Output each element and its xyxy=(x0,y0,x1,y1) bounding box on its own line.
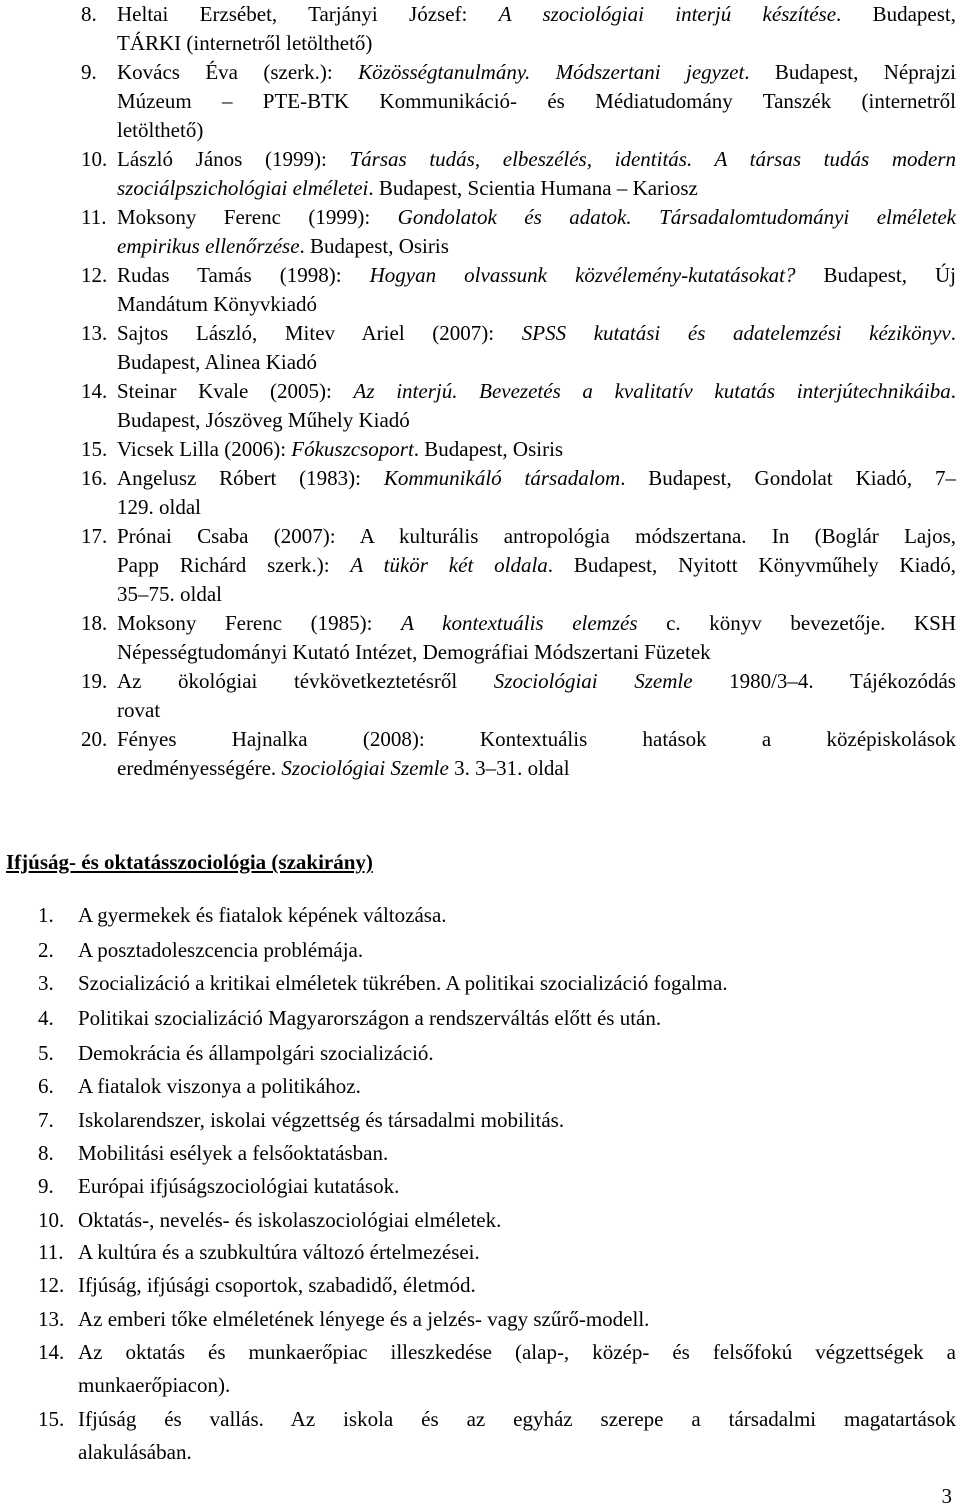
reference-number: 20. xyxy=(81,727,108,751)
topic-text xyxy=(78,1270,956,1303)
reference-line: Prónai Csaba (2007): A kulturális antropológia módszertana. In (Boglár Lajos, xyxy=(117,524,956,548)
italic-title: Hogyan olvassunk közvélemény-kutatásokat? xyxy=(369,263,796,287)
italic-title: Társas tudás, elbeszélés, identitás. A társas tudás modern xyxy=(349,147,956,171)
topic-line: A kultúra és a szubkultúra változó értelmezései. xyxy=(78,1240,480,1264)
reference-line: Angelusz Róbert (1983): Kommunikáló társadalom. Budapest, Gondolat Kiadó, 7– xyxy=(117,466,956,490)
reference-line: Népességtudományi Kutató Intézet, Demográfiai Módszertani Füzetek xyxy=(117,640,711,664)
topic-number: 1. xyxy=(38,903,54,927)
reference-text xyxy=(117,58,956,145)
reference-text xyxy=(117,464,956,522)
reference-line: szociálpszichológiai elméletei. Budapest, Scientia Humana – Kariosz xyxy=(117,176,698,200)
reference-text xyxy=(117,377,956,435)
reference-line: TÁRKI (internetről letölthető) xyxy=(117,31,373,55)
reference-line: Heltai Erzsébet, Tarjányi József: A szociológiai interjú készítése. Budapest, xyxy=(117,2,956,26)
topic-number: 13. xyxy=(38,1307,65,1331)
topic-text xyxy=(78,1105,956,1138)
reference-number: 9. xyxy=(81,60,97,84)
topic-text xyxy=(78,1304,956,1337)
italic-title: Fókuszcsoport xyxy=(291,437,414,461)
topic-line: Ifjúság és vallás. Az iskola és az egyház szerepe a társadalmi magatartások xyxy=(78,1407,956,1431)
topic-line: A fiatalok viszonya a politikához. xyxy=(78,1074,361,1098)
italic-title: A tükör két oldala xyxy=(350,553,548,577)
topic-line: alakulásában. xyxy=(78,1440,192,1464)
topic-number: 11. xyxy=(38,1240,64,1264)
topic-text xyxy=(78,1337,956,1403)
topic-number: 10. xyxy=(38,1208,65,1232)
reference-text xyxy=(117,0,956,58)
topic-line: Mobilitási esélyek a felsőoktatásban. xyxy=(78,1141,389,1165)
topic-text xyxy=(78,900,956,933)
topic-text xyxy=(78,1071,956,1104)
reference-number: 14. xyxy=(81,379,108,403)
topic-number: 6. xyxy=(38,1074,54,1098)
italic-title: Kommunikáló társadalom xyxy=(383,466,621,490)
topic-number: 2. xyxy=(38,938,54,962)
reference-number: 18. xyxy=(81,611,108,635)
topic-text xyxy=(78,1138,956,1171)
italic-title: Gondolatok és adatok. Társadalomtudományi elméletek xyxy=(397,205,956,229)
italic-title: Közösségtanulmány. Módszertani jegyzet xyxy=(358,60,745,84)
reference-text xyxy=(117,609,956,667)
topic-line: Szocializáció a kritikai elméletek tükrében. A politikai szocializáció fogalma. xyxy=(78,971,728,995)
topic-text xyxy=(78,1205,956,1238)
section-heading: Ifjúság- és oktatásszociológia (szakirány) xyxy=(6,850,373,874)
reference-number: 15. xyxy=(81,437,108,461)
topic-line: Európai ifjúságszociológiai kutatások. xyxy=(78,1174,400,1198)
reference-line: Budapest, Jószöveg Műhely Kiadó xyxy=(117,408,410,432)
reference-line: Mandátum Könyvkiadó xyxy=(117,292,318,316)
italic-title: Az interjú. Bevezetés a kvalitatív kutatás interjútechnikáiba xyxy=(353,379,951,403)
topic-text xyxy=(78,1038,956,1071)
reference-line: rovat xyxy=(117,698,161,722)
reference-line: 129. oldal xyxy=(117,495,201,519)
reference-number: 16. xyxy=(81,466,108,490)
topic-number: 3. xyxy=(38,971,54,995)
reference-line: Fényes Hajnalka (2008): Kontextuális hatások a középiskolások xyxy=(117,727,956,751)
reference-number: 11. xyxy=(81,205,107,229)
reference-number: 17. xyxy=(81,524,108,548)
topic-line: A posztadoleszcencia problémája. xyxy=(78,938,364,962)
topic-number: 5. xyxy=(38,1041,54,1065)
reference-line: Budapest, Alinea Kiadó xyxy=(117,350,318,374)
topic-line: munkaerőpiacon). xyxy=(78,1373,231,1397)
reference-number: 12. xyxy=(81,263,108,287)
topic-line: Oktatás-, nevelés- és iskolaszociológiai elméletek. xyxy=(78,1208,502,1232)
reference-line: Steinar Kvale (2005): Az interjú. Bevezetés a kvalitatív kutatás interjútechnikáiba. xyxy=(117,379,956,403)
reference-line: letölthető) xyxy=(117,118,204,142)
topic-line: Ifjúság, ifjúsági csoportok, szabadidő, életmód. xyxy=(78,1273,476,1297)
italic-title: A szociológiai interjú készítése xyxy=(498,2,837,26)
topic-number: 7. xyxy=(38,1108,54,1132)
reference-text xyxy=(117,435,956,464)
reference-line: Moksony Ferenc (1985): A kontextuális elemzés c. könyv bevezetője. KSH xyxy=(117,611,956,635)
reference-text xyxy=(117,522,956,609)
reference-text xyxy=(117,261,956,319)
reference-line: Moksony Ferenc (1999): Gondolatok és adatok. Társadalomtudományi elméletek xyxy=(117,205,956,229)
topic-line: Demokrácia és állampolgári szocializáció. xyxy=(78,1041,434,1065)
italic-title: Szociológiai Szemle xyxy=(281,756,449,780)
topic-number: 15. xyxy=(38,1407,65,1431)
topic-text xyxy=(78,1237,956,1270)
reference-line: empirikus ellenőrzése. Budapest, Osiris xyxy=(117,234,449,258)
topic-line: Az emberi tőke elméletének lényege és a jelzés- vagy szűrő-modell. xyxy=(78,1307,650,1331)
reference-text xyxy=(117,725,956,783)
reference-line: Rudas Tamás (1998): Hogyan olvassunk közvélemény-kutatásokat? Budapest, Új xyxy=(117,263,957,287)
topic-line: Politikai szocializáció Magyarországon a rendszerváltás előtt és után. xyxy=(78,1006,662,1030)
topic-number: 4. xyxy=(38,1006,54,1030)
topic-text xyxy=(78,1171,956,1204)
italic-title: szociálpszichológiai elméletei xyxy=(117,176,369,200)
reference-text xyxy=(117,203,956,261)
topic-text xyxy=(78,968,956,1001)
reference-line: eredményességére. Szociológiai Szemle 3. 3–31. oldal xyxy=(117,756,570,780)
reference-line: 35–75. oldal xyxy=(117,582,222,606)
topic-line: Iskolarendszer, iskolai végzettség és társadalmi mobilitás. xyxy=(78,1108,565,1132)
reference-line: Sajtos László, Mitev Ariel (2007): SPSS kutatási és adatelemzési kézikönyv. xyxy=(117,321,956,345)
reference-number: 13. xyxy=(81,321,108,345)
topic-text xyxy=(78,1003,956,1036)
topic-text xyxy=(78,1404,956,1470)
reference-line: Vicsek Lilla (2006): Fókuszcsoport. Budapest, Osiris xyxy=(117,437,564,461)
reference-line: László János (1999): Társas tudás, elbeszélés, identitás. A társas tudás modern xyxy=(117,147,956,171)
topic-number: 8. xyxy=(38,1141,54,1165)
italic-title: A kontextuális elemzés xyxy=(401,611,638,635)
page-number: 3 xyxy=(941,1484,952,1508)
topic-line: Az oktatás és munkaerőpiac illeszkedése (alap-, közép- és felsőfokú végzettségek a xyxy=(78,1340,956,1364)
topic-number: 12. xyxy=(38,1273,65,1297)
reference-text xyxy=(117,145,956,203)
topic-number: 9. xyxy=(38,1174,54,1198)
topic-number: 14. xyxy=(38,1340,65,1364)
topic-text xyxy=(78,935,956,968)
reference-line: Az ökológiai tévkövetkeztetésről Szociológiai Szemle 1980/3–4. Tájékozódás xyxy=(117,669,956,693)
reference-number: 19. xyxy=(81,669,108,693)
reference-number: 8. xyxy=(81,2,97,26)
reference-line: Papp Richárd szerk.): A tükör két oldala. Budapest, Nyitott Könyvműhely Kiadó, xyxy=(117,553,956,577)
italic-title: Szociológiai Szemle xyxy=(493,669,693,693)
italic-title: empirikus ellenőrzése xyxy=(117,234,300,258)
reference-line: Kovács Éva (szerk.): Közösségtanulmány. Módszertani jegyzet. Budapest, Néprajzi xyxy=(117,60,956,84)
reference-line: Múzeum – PTE-BTK Kommunikáció- és Médiatudomány Tanszék (internetről xyxy=(117,89,956,113)
reference-text xyxy=(117,667,956,725)
reference-number: 10. xyxy=(81,147,108,171)
italic-title: SPSS kutatási és adatelemzési kézikönyv xyxy=(521,321,951,345)
topic-line: A gyermekek és fiatalok képének változása. xyxy=(78,903,447,927)
reference-text xyxy=(117,319,956,377)
